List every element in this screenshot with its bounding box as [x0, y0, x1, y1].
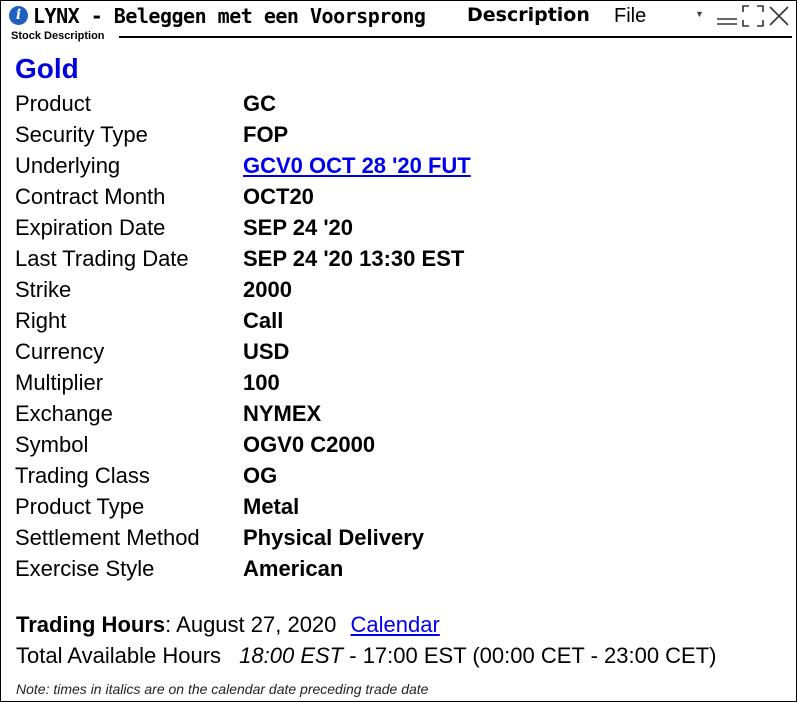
hours-range: - 17:00 EST (00:00 CET - 23:00 CET): [349, 643, 717, 668]
field-value: NYMEX: [243, 401, 322, 426]
field-value: GC: [243, 91, 276, 116]
field-row-multiplier: [1, 370, 796, 401]
field-row-settlement-method: [1, 525, 796, 556]
trading-hours-row: [16, 612, 440, 638]
section-divider: [119, 36, 792, 38]
field-label: Product Type: [15, 494, 145, 519]
field-row-product: [1, 91, 796, 122]
window-name: Description: [467, 4, 590, 26]
file-menu[interactable]: File: [614, 5, 647, 27]
field-row-underlying: [1, 153, 796, 184]
field-label: Right: [15, 308, 67, 333]
total-hours-label: Total Available Hours: [16, 643, 222, 668]
field-row-trading-class: [1, 463, 796, 494]
field-row-expiration-date: [1, 215, 796, 246]
field-value: 100: [243, 370, 280, 395]
trading-hours-date: August 27, 2020: [176, 612, 337, 637]
field-label: Exercise Style: [15, 556, 155, 581]
instrument-heading: Gold: [15, 53, 79, 84]
field-label: Multiplier: [15, 370, 104, 395]
field-row-currency: [1, 339, 796, 370]
field-label: Underlying: [15, 153, 121, 178]
close-icon[interactable]: [767, 4, 791, 28]
section-header: [1, 30, 796, 44]
field-label: Contract Month: [15, 184, 166, 209]
app-title: LYNX - Beleggen met een Voorsprong: [33, 4, 426, 28]
trading-hours-label: Trading Hours: [16, 612, 166, 637]
field-row-symbol: [1, 432, 796, 463]
field-label: Last Trading Date: [15, 246, 189, 271]
field-row-last-trading-date: [1, 246, 796, 277]
field-label: Currency: [15, 339, 105, 364]
calendar-link[interactable]: Calendar: [350, 612, 440, 637]
field-label: Settlement Method: [15, 525, 200, 550]
menu-dropdown-icon[interactable]: ▼: [695, 9, 704, 19]
start-time-italic: 18:00 EST: [239, 643, 344, 668]
field-value: SEP 24 '20 13:30 EST: [243, 246, 465, 271]
field-value: SEP 24 '20: [243, 215, 354, 240]
maximize-icon[interactable]: [741, 4, 765, 28]
minimize-icon[interactable]: [715, 4, 739, 28]
field-value: FOP: [243, 122, 289, 147]
field-label: Security Type: [15, 122, 148, 147]
field-value: OG: [243, 463, 278, 488]
field-value: 2000: [243, 277, 292, 302]
field-row-product-type: [1, 494, 796, 525]
field-value: Call: [243, 308, 284, 333]
field-row-exercise-style: [1, 556, 796, 587]
underlying-link[interactable]: GCV0 OCT 28 '20 FUT: [243, 153, 471, 178]
field-value: USD: [243, 339, 290, 364]
total-hours-row: [16, 643, 717, 669]
field-row-right: [1, 308, 796, 339]
italics-note: Note: times in italics are on the calendar date preceding trade date: [16, 681, 429, 697]
trading-hours-separator: :: [165, 612, 172, 637]
field-row-contract-month: [1, 184, 796, 215]
field-label: Trading Class: [15, 463, 150, 488]
field-label: Exchange: [15, 401, 113, 426]
field-label: Symbol: [15, 432, 89, 457]
field-row-security-type: [1, 122, 796, 153]
field-label: Expiration Date: [15, 215, 166, 240]
field-value: OGV0 C2000: [243, 432, 376, 457]
field-label: Product: [15, 91, 91, 116]
field-row-exchange: [1, 401, 796, 432]
field-value: Metal: [243, 494, 300, 519]
section-label: Stock Description: [11, 30, 109, 42]
field-label: Strike: [15, 277, 72, 302]
field-row-strike: [1, 277, 796, 308]
field-value: American: [243, 556, 344, 581]
field-value: Physical Delivery: [243, 525, 425, 550]
field-value: OCT20: [243, 184, 314, 209]
info-icon[interactable]: i: [9, 6, 28, 25]
title-bar[interactable]: [1, 1, 796, 31]
